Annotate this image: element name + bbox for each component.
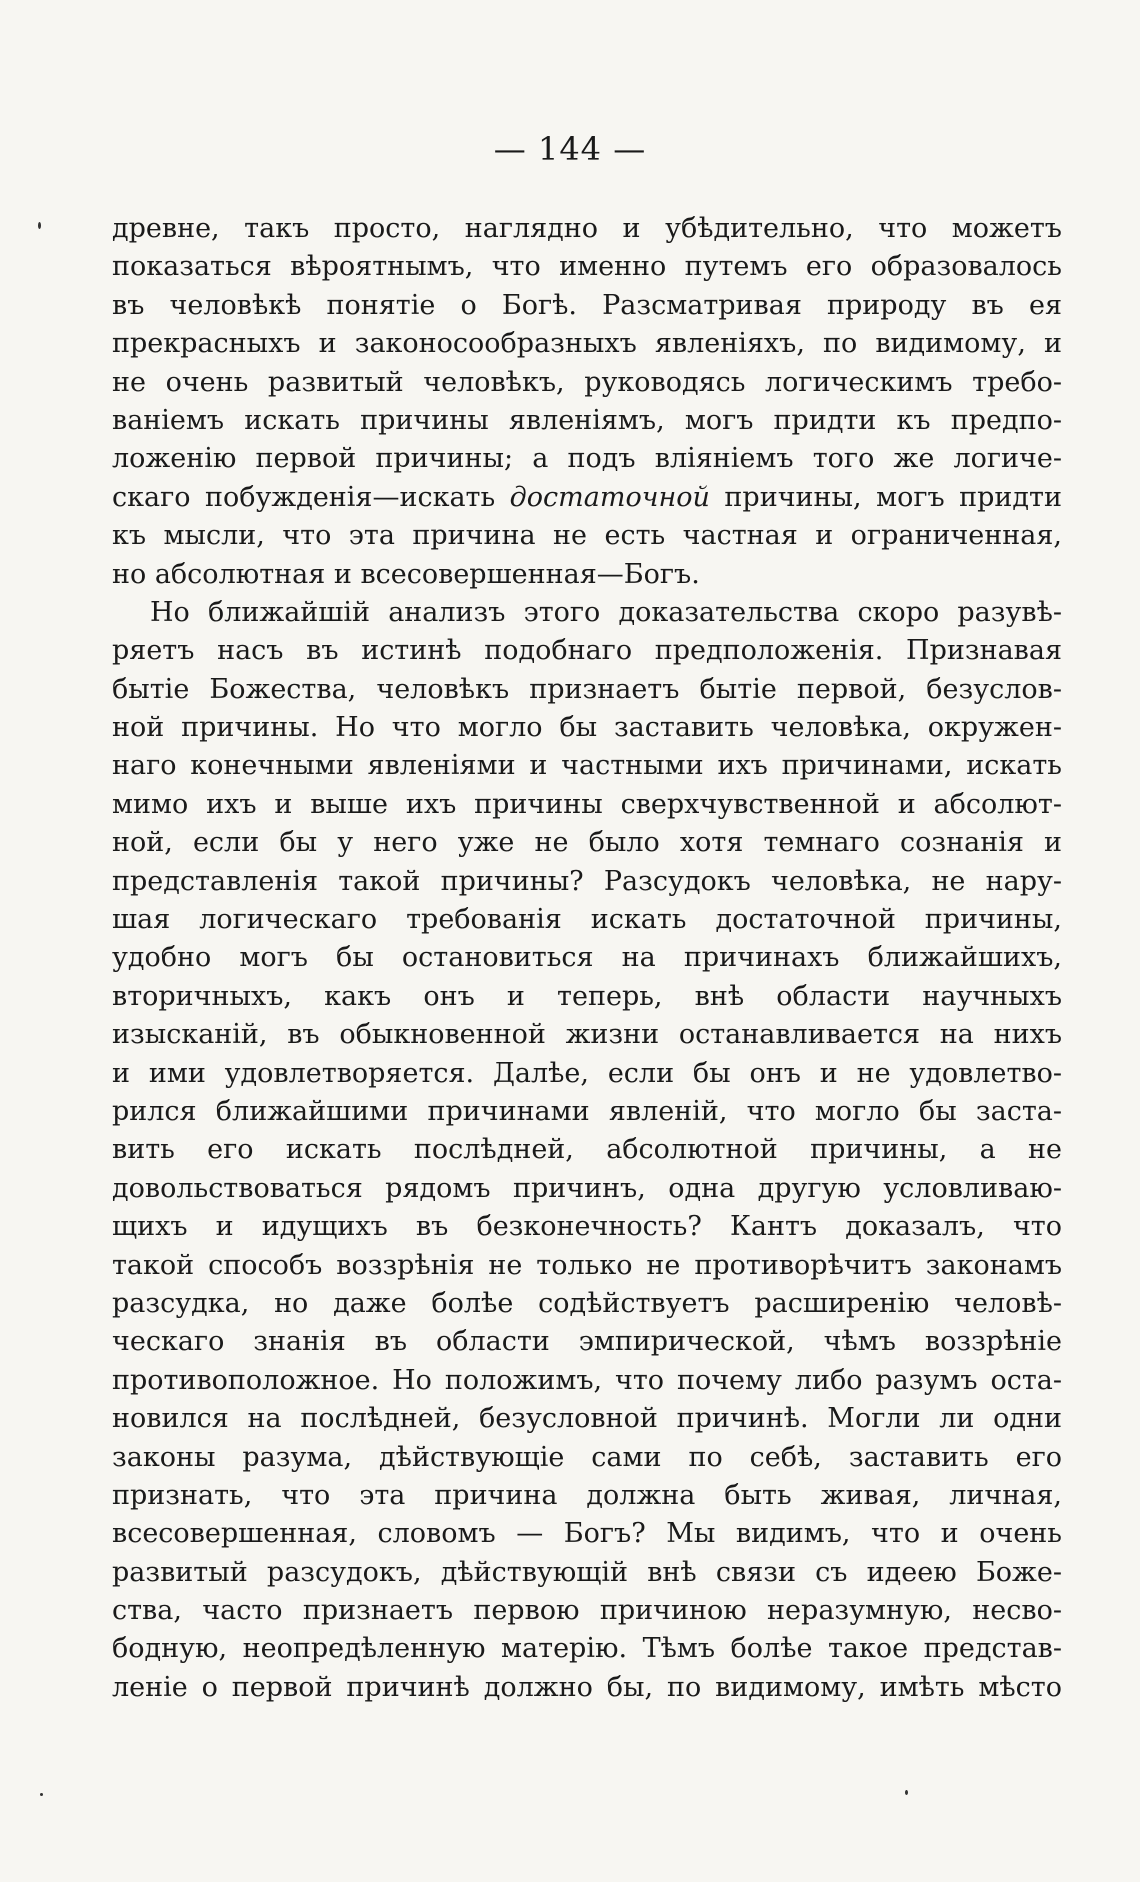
text-line: мимо ихъ и выше ихъ причины сверхчувственной и абсолют- (112, 788, 1062, 820)
text-line: ряетъ насъ въ истинѣ подобнаго предположенія. Признавая (112, 635, 1062, 667)
text-line: всесовершенная, словомъ — Богъ? Мы видимъ, что и очень (112, 1518, 1062, 1550)
text-line: ства, часто признаетъ первою причиною неразумную, несво- (112, 1595, 1062, 1627)
text-line: изысканій, въ обыкновенной жизни останавливается на нихъ (112, 1019, 1062, 1051)
text-line: новился на послѣдней, безусловной причинѣ. Могли ли одни (112, 1403, 1062, 1435)
page-number: — 144 — (493, 130, 647, 168)
text-line: ложенію первой причины; а подъ вліяніемъ того же логиче- (112, 443, 1062, 475)
text-line: удобно могъ бы остановиться на причинахъ ближайшихъ, (112, 942, 1062, 974)
text-line: показаться вѣроятнымъ, что именно путемъ его образовалось (112, 251, 1062, 283)
text-line-with-emphasis (112, 479, 1062, 517)
text-line: законы разума, дѣйствующіе сами по себѣ, заставить его (112, 1441, 1062, 1473)
text-line: представленія такой причины? Разсудокъ человѣка, не нару- (112, 865, 1062, 897)
text-line: и ими удовлетворяется. Далѣе, если бы онъ и не удовлетво- (112, 1057, 1062, 1089)
text-line: древне, такъ просто, наглядно и убѣдительно, что можетъ (112, 213, 1062, 244)
scan-speck (905, 1790, 908, 1795)
text-line: шая логическаго требованія искать достаточной причины, (112, 904, 1062, 936)
paragraph-2 (112, 594, 1062, 1707)
text-line: къ мысли, что эта причина не есть частная и ограниченная, (112, 520, 1062, 552)
text-line: развитый разсудокъ, дѣйствующій внѣ связи съ идеею Боже- (112, 1556, 1062, 1588)
text-line: наго конечными явленіями и частными ихъ причинами, искать (112, 750, 1062, 782)
body-text (112, 210, 1062, 1707)
text-segment: причины, могъ придти (709, 481, 1062, 513)
text-line: вторичныхъ, какъ онъ и теперь, внѣ области научныхъ (112, 980, 1062, 1012)
text-line: но абсолютная и всесовершенная—Богъ. (112, 558, 700, 590)
text-line: бодную, неопредѣленную матерію. Тѣмъ болѣе такое представ- (112, 1633, 1062, 1665)
text-line: ваніемъ искать причины явленіямъ, могъ придти къ предпо- (112, 404, 1062, 436)
text-line: ческаго знанія въ области эмпирической, чѣмъ воззрѣніе (112, 1326, 1062, 1358)
scan-speck (38, 222, 41, 229)
scan-speck (40, 1793, 43, 1796)
emphasized-word: достаточной (509, 481, 710, 513)
text-line: такой способъ воззрѣнія не только не противорѣчитъ законамъ (112, 1249, 1062, 1281)
text-line: противоположное. Но положимъ, что почему либо разумъ оста- (112, 1364, 1062, 1396)
paragraph-1 (112, 210, 1062, 594)
text-line: Но ближайшій анализъ этого доказательства скоро разувѣ- (150, 596, 1062, 628)
text-line: рился ближайшими причинами явленій, что могло бы заста- (112, 1095, 1062, 1127)
text-line: ной причины. Но что могло бы заставить человѣка, окружен- (112, 712, 1062, 744)
text-line: не очень развитый человѣкъ, руководясь логическимъ требо- (112, 366, 1062, 398)
text-line: прекрасныхъ и законосообразныхъ явленіяхъ, по видимому, и (112, 328, 1062, 360)
text-line: въ человѣкѣ понятіе о Богѣ. Разсматривая природу въ ея (112, 289, 1062, 321)
text-line: щихъ и идущихъ въ безконечность? Кантъ доказалъ, что (112, 1211, 1062, 1243)
text-line: ной, если бы у него уже не было хотя темнаго сознанія и (112, 827, 1062, 859)
text-segment: скаго побужденія—искать (112, 481, 510, 513)
text-line: разсудка, но даже болѣе содѣйствуетъ расширенію человѣ- (112, 1287, 1062, 1319)
text-line: довольствоваться рядомъ причинъ, одна другую условливаю- (112, 1172, 1062, 1204)
text-line: леніе о первой причинѣ должно бы, по видимому, имѣть мѣсто (112, 1671, 1062, 1703)
text-line: бытіе Божества, человѣкъ признаетъ бытіе первой, безуслов- (112, 673, 1062, 705)
text-line: вить его искать послѣдней, абсолютной причины, а не (112, 1134, 1062, 1166)
text-line: признать, что эта причина должна быть живая, личная, (112, 1479, 1062, 1511)
